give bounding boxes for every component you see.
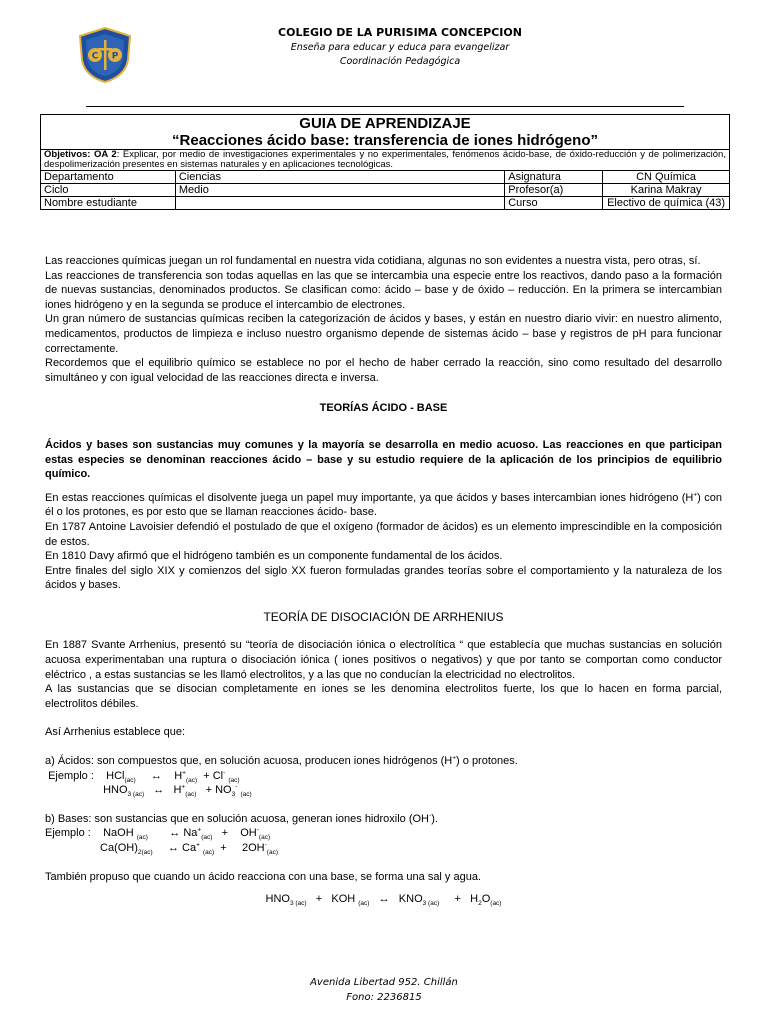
cell-label: Curso — [505, 197, 603, 210]
arrhenius-paragraph: En 1887 Svante Arrhenius, presentó su “teoría de disociación iónica o electrolítica “ que establecía que muchas sustancias en solución acuosa experimentaban una ruptura o disociación iónica ( iones positivos o negativos) y que por tanto se comportan como conductor eléctrico , a estas sustancias se les llamó electrolitos, y a las que no conducían la electricidad no electrolitos. — [45, 639, 722, 681]
neutralization-equation: $HNO_{3 (ac)}$ + KOH $_{(ac)}$ ↔ $KNO_{3 (ac)}$ + $H_2O_{(ac)}$ — [265, 893, 502, 908]
page-header — [0, 22, 768, 92]
theories-paragraph: En 1787 Antoine Lavoisier defendió el postulado de que el oxígeno (formador de ácidos) es un elemento imprescindible en la composición de estos. — [45, 520, 722, 548]
text-run: ). — [431, 812, 438, 825]
base-example-2: $Ca(OH)_{2(ac)}$ ↔ Ca+ $_{(ac)}$ + $2OH^-_{(ac)}$ — [45, 841, 278, 857]
text-run: a) Ácidos: son compuestos que, en solución acuosa, producen iones hidrógenos (H — [45, 755, 453, 768]
text-run: ) o protones. — [456, 755, 518, 768]
acid-example-2: $HNO_{3 (ac)}$ ↔ $H^+_{(ac)} + NO_3^-$ $_{(ac)}$ — [45, 783, 252, 799]
theories-paragraph: En estas reacciones químicas el disolvente juega un papel muy importante, ya que ácidos y bases intercambian iones hidrógeno (H+) con él o los protones, es por esto que se llaman reacciones ácido- base. — [45, 491, 722, 519]
guide-title-text: GUIA DE APRENDIZAJE — [299, 115, 471, 132]
cell-value: Electivo de química (43) — [603, 197, 730, 210]
table-row — [41, 171, 730, 184]
theories-paragraph: Entre finales del siglo XIX y comienzos del siglo XX fueron formuladas grandes teorías sobre el comportamiento y la naturaleza de los ácidos y bases. — [45, 564, 722, 592]
intro-paragraph: Un gran número de sustancias químicas reciben la categorización de ácidos y bases, y están en nuestro diario vivir: en nuestro alimento, medicamentos, productos de limpieza e incluso nuestro organismo depende de sistemas ácido – base y registros de pH para funcionar correctamente. — [45, 313, 722, 355]
cell-label: Nombre estudiante — [41, 197, 176, 210]
section-title-theories: TEORÍAS ÁCIDO - BASE — [319, 402, 448, 415]
school-name: COLEGIO DE LA PURISIMA CONCEPCION — [278, 26, 522, 39]
intro-paragraph: Las reacciones químicas juegan un rol fundamental en nuestra vida cotidiana, algunas no son evidentes a nuestra vista, pero otras, sí. — [45, 255, 701, 267]
document-body — [45, 254, 722, 907]
cell-label: Asignatura — [505, 171, 603, 184]
cell-label: Departamento — [41, 171, 176, 184]
svg-text:P: P — [111, 51, 119, 62]
cell-value: Ciencias — [175, 171, 504, 184]
text-run: b) Bases: son sustancias que en solución acuosa, generan iones hidroxilo (OH — [45, 812, 430, 825]
arrhenius-paragraph: Así Arrhenius establece que: — [45, 726, 186, 739]
guide-info-table — [40, 114, 730, 210]
guide-title — [41, 115, 730, 150]
svg-text:C: C — [91, 51, 99, 62]
cell-label: Ciclo — [41, 184, 176, 197]
cell-value: Medio — [175, 184, 504, 197]
acids-definition: a) Ácidos: son compuestos que, en solución acuosa, producen iones hidrógenos (H+) o protones. — [45, 754, 518, 768]
header-divider — [86, 106, 684, 107]
school-motto: Enseña para educar y educa para evangelizar — [290, 42, 510, 53]
footer-phone: Fono: 2236815 — [346, 992, 422, 1003]
example-label: Ejemplo : — [45, 827, 91, 840]
intro-paragraph: Recordemos que el equilibrio químico se establece no por el hecho de haber cerrado la reacción, sino como resultado del desarrollo simultáneo y con igual velocidad de las reacciones directa e inversa. — [45, 357, 722, 384]
intro-paragraph: Las reacciones de transferencia son todas aquellas en las que se intercambia una especie entre los reactivos, dando paso a la formación de nuevas sustancias, denominados productos. Se clasifican como: ácido – base y de óxido – reducción. En la primera se intercambian iones hidrógeno y en la segunda se produce el intercambio de electrones. — [45, 269, 722, 311]
arrhenius-paragraph: A las sustancias que se disocian completamente en iones se les denomina electrolitos fuerte, los que lo hacen en forma parcial, electrolitos débiles. — [45, 683, 722, 710]
cell-value: CN Química — [603, 171, 730, 184]
guide-subtitle: “Reacciones ácido base: transferencia de iones hidrógeno” — [172, 132, 598, 149]
objectives-text: : Explicar, por medio de investigaciones experimentales y no experimentales, fenómenos ácido-base, de óxido-reducción y de polimerización, despolimerización presentes en sistemas naturales y en aplicaciones tecnológicas. — [44, 149, 726, 170]
table-row — [41, 184, 730, 197]
example-label: Ejemplo : — [48, 769, 94, 782]
objectives-cell — [41, 150, 730, 171]
text-run: ) con él o los protones, es por esto que se llaman reacciones ácido- base. — [45, 491, 722, 519]
bases-definition: b) Bases: son sustancias que en solución acuosa, generan iones hidroxilo (OH-). — [45, 812, 438, 825]
table-row — [41, 197, 730, 210]
cell-value: Karina Makray — [603, 184, 730, 197]
footer-address: Avenida Libertad 952. Chillán — [310, 977, 458, 988]
coordination-label: Coordinación Pedagógica — [339, 56, 461, 67]
acid-example-1: Ejemplo : HCl$_{(ac)}$ ↔ $H^+_{(ac)} + Cl^-$ $_{(ac)}$ — [48, 768, 240, 784]
objectives-label: Objetivos: OA 2 — [44, 149, 117, 160]
cell-label: Profesor(a) — [505, 184, 603, 197]
student-name-field[interactable] — [175, 197, 504, 210]
arrhenius-paragraph: También propuso que cuando un ácido reacciona con una base, se forma una sal y agua. — [45, 870, 482, 883]
section-title-arrhenius: TEORÍA DE DISOCIACIÓN DE ARRHENIUS — [263, 609, 504, 624]
text-run: En estas reacciones químicas el disolvente juega un papel muy importante, ya que ácidos y bases intercambian iones hidrógeno (H — [45, 491, 694, 504]
base-example-1: Ejemplo : NaOH $_{(ac)}$ ↔ $Na^+_{(ac)}$ + $OH^-_{(ac)}$ — [45, 826, 271, 842]
theories-paragraph: En 1810 Davy afirmó que el hidrógeno también es un componente fundamental de los ácidos. — [45, 550, 503, 563]
theories-bold-paragraph: Ácidos y bases son sustancias muy comunes y la mayoría se desarrolla en medio acuoso. Las reacciones en que participan estas especies se denominan reacciones ácido – base y su estudio requiere de la aplicación de los principios de equilibrio químico. — [45, 438, 722, 481]
